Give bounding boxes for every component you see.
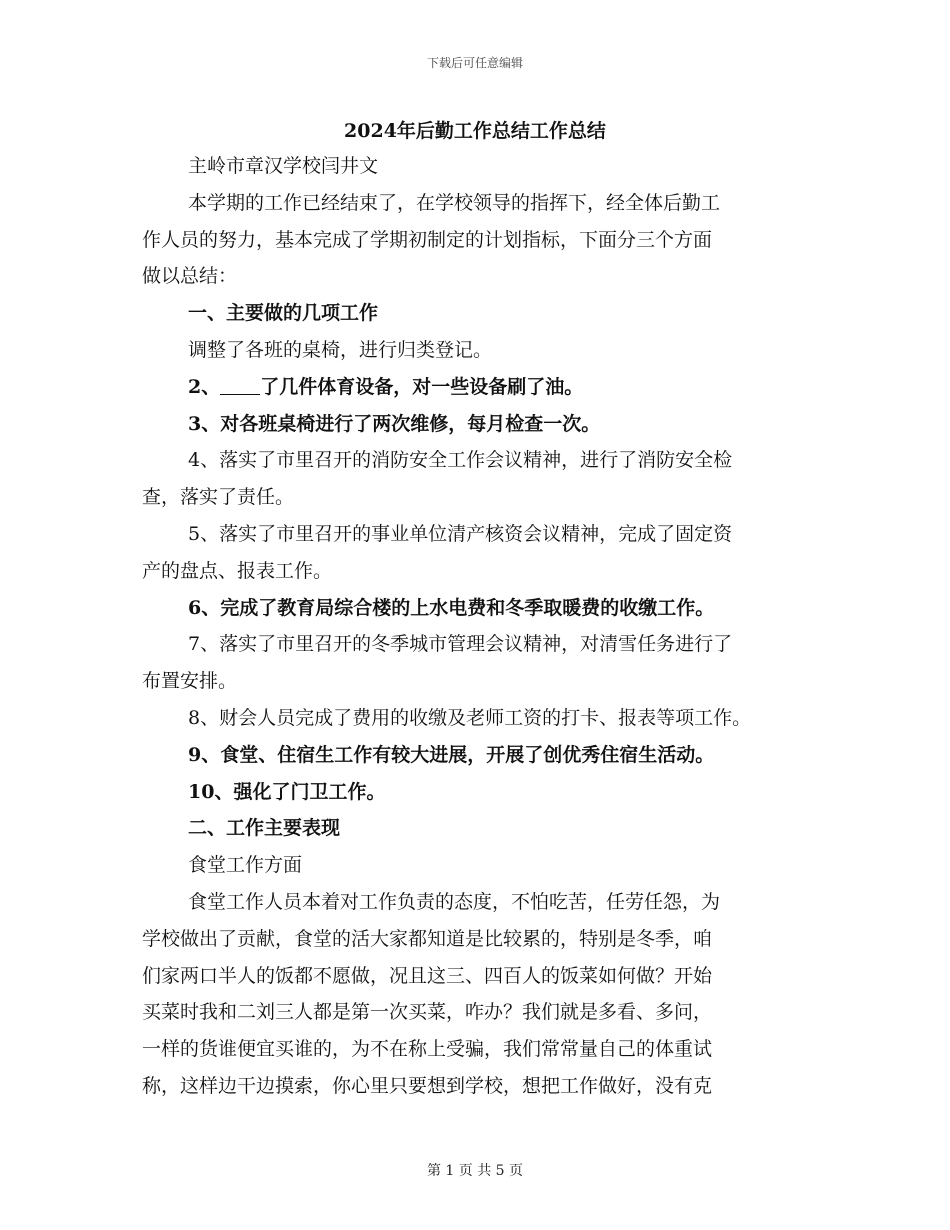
document-title: 2024年后勤工作总结工作总结	[344, 120, 606, 142]
list-item-10: 10、强化了门卫工作。	[188, 780, 386, 803]
subsection-canteen: 食堂工作方面	[188, 854, 303, 877]
list-item-8: 8、财会人员完成了费用的收缴及老师工资的打卡、报表等项工作。	[188, 706, 752, 729]
section-1-heading: 一、主要做的几项工作	[188, 302, 379, 325]
list-item-5-line-1: 5、落实了市里召开的事业单位清产核资会议精神，完成了固定资	[188, 522, 733, 545]
list-item-6: 6、完成了教育局综合楼的上水电费和冬季取暖费的收缴工作。	[188, 596, 715, 619]
list-item-5-line-2: 产的盘点、报表工作。	[142, 559, 333, 582]
list-item-9: 9、食堂、住宿生工作有较大进展，开展了创优秀住宿生活动。	[188, 743, 715, 766]
header-note: 下载后可任意编辑	[426, 56, 523, 70]
list-item-1: 调整了各班的桌椅，进行归类登记。	[188, 338, 493, 361]
list-item-7-line-2: 布置安排。	[142, 670, 238, 693]
author-line: 主岭市章汉学校闫井文	[188, 155, 379, 177]
intro-line-1: 本学期的工作已经结束了，在学校领导的指挥下，经全体后勤工	[188, 191, 721, 214]
intro-line-3: 做以总结：	[142, 265, 238, 288]
paragraph-line: 们家两口半人的饭都不愿做，况且这三、四百人的饭菜如何做？开始	[142, 964, 713, 987]
intro-line-2: 作人员的努力，基本完成了学期初制定的计划指标，下面分三个方面	[142, 228, 713, 251]
paragraph-line: 一样的货谁便宜买谁的，为不在称上受骗，我们常常量自己的体重试	[142, 1038, 713, 1061]
paragraph-line: 学校做出了贡献，食堂的活大家都知道是比较累的，特别是冬季，咱	[142, 927, 713, 950]
list-item-2	[142, 369, 832, 406]
list-item-2-suffix: 了几件体育设备，对一些设备刷了油。	[260, 375, 584, 398]
paragraph-line: 食堂工作人员本着对工作负责的态度，不怕吃苦，任劳任怨，为	[188, 890, 721, 913]
paragraph-line: 买菜时我和二刘三人都是第一次买菜，咋办？我们就是多看、多问，	[142, 1001, 713, 1024]
list-item-4-line-1: 4、落实了市里召开的消防安全工作会议精神，进行了消防安全检	[188, 449, 733, 472]
blank-underline	[220, 375, 260, 395]
section-2-heading: 二、工作主要表现	[188, 817, 341, 840]
list-item-2-prefix: 2、	[188, 375, 221, 398]
list-item-4-line-2: 查，落实了责任。	[142, 486, 295, 509]
document-body	[142, 148, 832, 1105]
paragraph-line: 称，这样边干边摸索，你心里只要想到学校，想把工作做好，没有克	[142, 1074, 713, 1097]
page-footer: 第 1 页 共 5 页	[426, 1163, 524, 1179]
list-item-7-line-1: 7、落实了市里召开的冬季城市管理会议精神，对清雪任务进行了	[188, 633, 733, 656]
list-item-3: 3、对各班桌椅进行了两次维修，每月检查一次。	[188, 412, 601, 435]
